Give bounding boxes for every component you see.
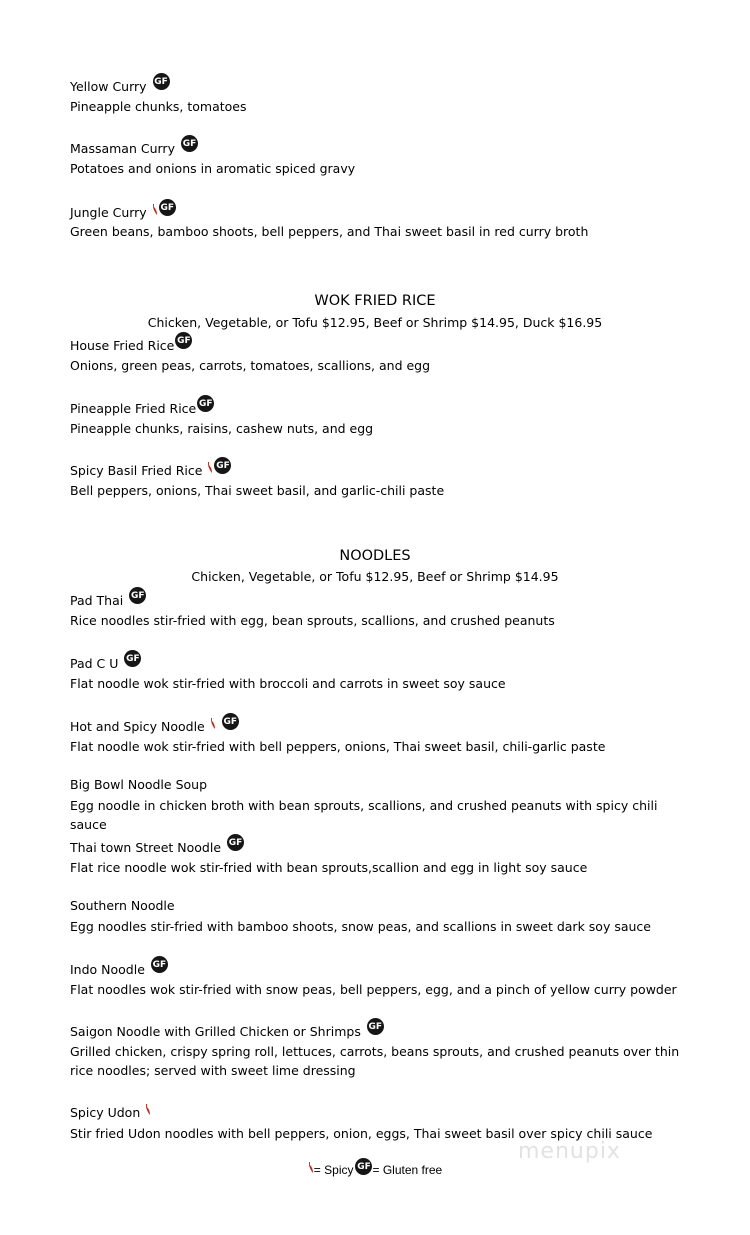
legend-gluten-free-label: = Gluten free — [372, 1162, 443, 1177]
gluten-free-icon: GF — [214, 457, 231, 474]
item-description: Onions, green peas, carrots, tomatoes, scallions, and egg — [70, 358, 431, 373]
section-prices: Chicken, Vegetable, or Tofu $12.95, Beef or Shrimp $14.95, Duck $16.95 — [147, 315, 603, 330]
item-description: Potatoes and onions in aromatic spiced gravy — [70, 161, 356, 176]
section-title-noodles: NOODLES — [339, 548, 411, 564]
menu-item-indo-noodle — [70, 961, 168, 978]
gluten-free-icon: GF — [124, 650, 141, 667]
item-name: House Fried Rice — [70, 337, 175, 353]
item-description: Flat noodles wok stir-fried with snow peas, bell peppers, egg, and a pinch of yellow curry powder — [70, 982, 677, 997]
item-name: Jungle Curry — [70, 204, 147, 220]
item-description: Egg noodles stir-fried with bamboo shoots, snow peas, and scallions in sweet dark soy sauce — [70, 919, 651, 934]
menu-item-saigon-noodle — [70, 1023, 384, 1040]
menu-item-pad-c-u — [70, 655, 141, 672]
section-title-fried-rice: WOK FRIED RICE — [314, 293, 436, 309]
chili-pepper-icon — [145, 1104, 151, 1116]
menu-item-thai-town-street-noodle — [70, 839, 244, 856]
chili-pepper-icon — [308, 1162, 314, 1174]
menu-item-yellow-curry — [70, 78, 170, 95]
gluten-free-icon: GF — [197, 395, 214, 412]
menu-item-spicy-udon — [70, 1105, 151, 1121]
menu-item-southern-noodle — [70, 898, 175, 914]
gluten-free-icon: GF — [175, 332, 192, 349]
legend — [0, 1161, 750, 1178]
item-name: Massaman Curry — [70, 140, 175, 156]
menu-item-spicy-basil-fried-rice — [70, 462, 231, 479]
item-name: Hot and Spicy Noodle — [70, 718, 205, 734]
menu-item-pineapple-fried-rice — [70, 400, 214, 417]
item-description: Stir fried Udon noodles with bell peppers, onion, eggs, Thai sweet basil over spicy chili sauce — [70, 1126, 653, 1141]
item-name: Pad Thai — [70, 592, 124, 608]
item-name: Spicy Udon — [70, 1105, 141, 1120]
menu-item-pad-thai — [70, 592, 146, 609]
gluten-free-icon: GF — [151, 956, 168, 973]
item-description: Pineapple chunks, tomatoes — [70, 99, 247, 114]
item-description: Egg noodle in chicken broth with bean sprouts, scallions, and crushed peanuts with spicy chili sauce — [70, 798, 658, 832]
chili-pepper-icon — [210, 718, 216, 730]
item-description: Flat rice noodle wok stir-fried with bean sprouts,scallion and egg in light soy sauce — [70, 860, 588, 875]
item-name: Pad C U — [70, 655, 119, 671]
item-name: Big Bowl Noodle Soup — [70, 777, 208, 792]
gluten-free-icon: GF — [355, 1158, 372, 1175]
gluten-free-icon: GF — [367, 1018, 384, 1035]
gluten-free-icon: GF — [129, 587, 146, 604]
item-name: Yellow Curry — [70, 78, 147, 94]
watermark: menupix — [518, 1139, 621, 1164]
gluten-free-icon: GF — [153, 73, 170, 90]
item-description: Flat noodle wok stir-fried with bell peppers, onions, Thai sweet basil, chili-garlic paste — [70, 739, 606, 754]
item-description: Pineapple chunks, raisins, cashew nuts, and egg — [70, 421, 374, 436]
gluten-free-icon: GF — [227, 834, 244, 851]
menu-item-big-bowl-noodle-soup — [70, 777, 207, 793]
item-name: Spicy Basil Fried Rice — [70, 462, 203, 478]
item-description: Bell peppers, onions, Thai sweet basil, and garlic-chili paste — [70, 483, 445, 498]
chili-pepper-icon — [152, 204, 158, 216]
item-description: Rice noodles stir-fried with egg, bean sprouts, scallions, and crushed peanuts — [70, 613, 555, 628]
gluten-free-icon: GF — [159, 199, 176, 216]
gluten-free-icon: GF — [222, 713, 239, 730]
item-description: Green beans, bamboo shoots, bell peppers, and Thai sweet basil in red curry broth — [70, 224, 589, 239]
item-description: Grilled chicken, crispy spring roll, lettuces, carrots, beans sprouts, and crushed peanuts over thin rice noodles; served with sweet lime dressing — [70, 1044, 680, 1078]
item-name: Southern Noodle — [70, 898, 175, 913]
item-description: Flat noodle wok stir-fried with broccoli and carrots in sweet soy sauce — [70, 676, 506, 691]
item-name: Saigon Noodle with Grilled Chicken or Shrimps — [70, 1023, 361, 1039]
menu-item-massaman-curry — [70, 140, 198, 157]
menu-item-house-fried-rice — [70, 337, 192, 354]
menu-item-jungle-curry — [70, 204, 176, 221]
item-name: Pineapple Fried Rice — [70, 400, 197, 416]
chili-pepper-icon — [207, 462, 213, 474]
item-name: Indo Noodle — [70, 961, 145, 977]
gluten-free-icon: GF — [181, 135, 198, 152]
section-prices: Chicken, Vegetable, or Tofu $12.95, Beef or Shrimp $14.95 — [191, 569, 559, 584]
legend-spicy-label: = Spicy — [313, 1162, 354, 1177]
item-name: Thai town Street Noodle — [70, 839, 222, 855]
menu-item-hot-and-spicy-noodle — [70, 718, 239, 735]
